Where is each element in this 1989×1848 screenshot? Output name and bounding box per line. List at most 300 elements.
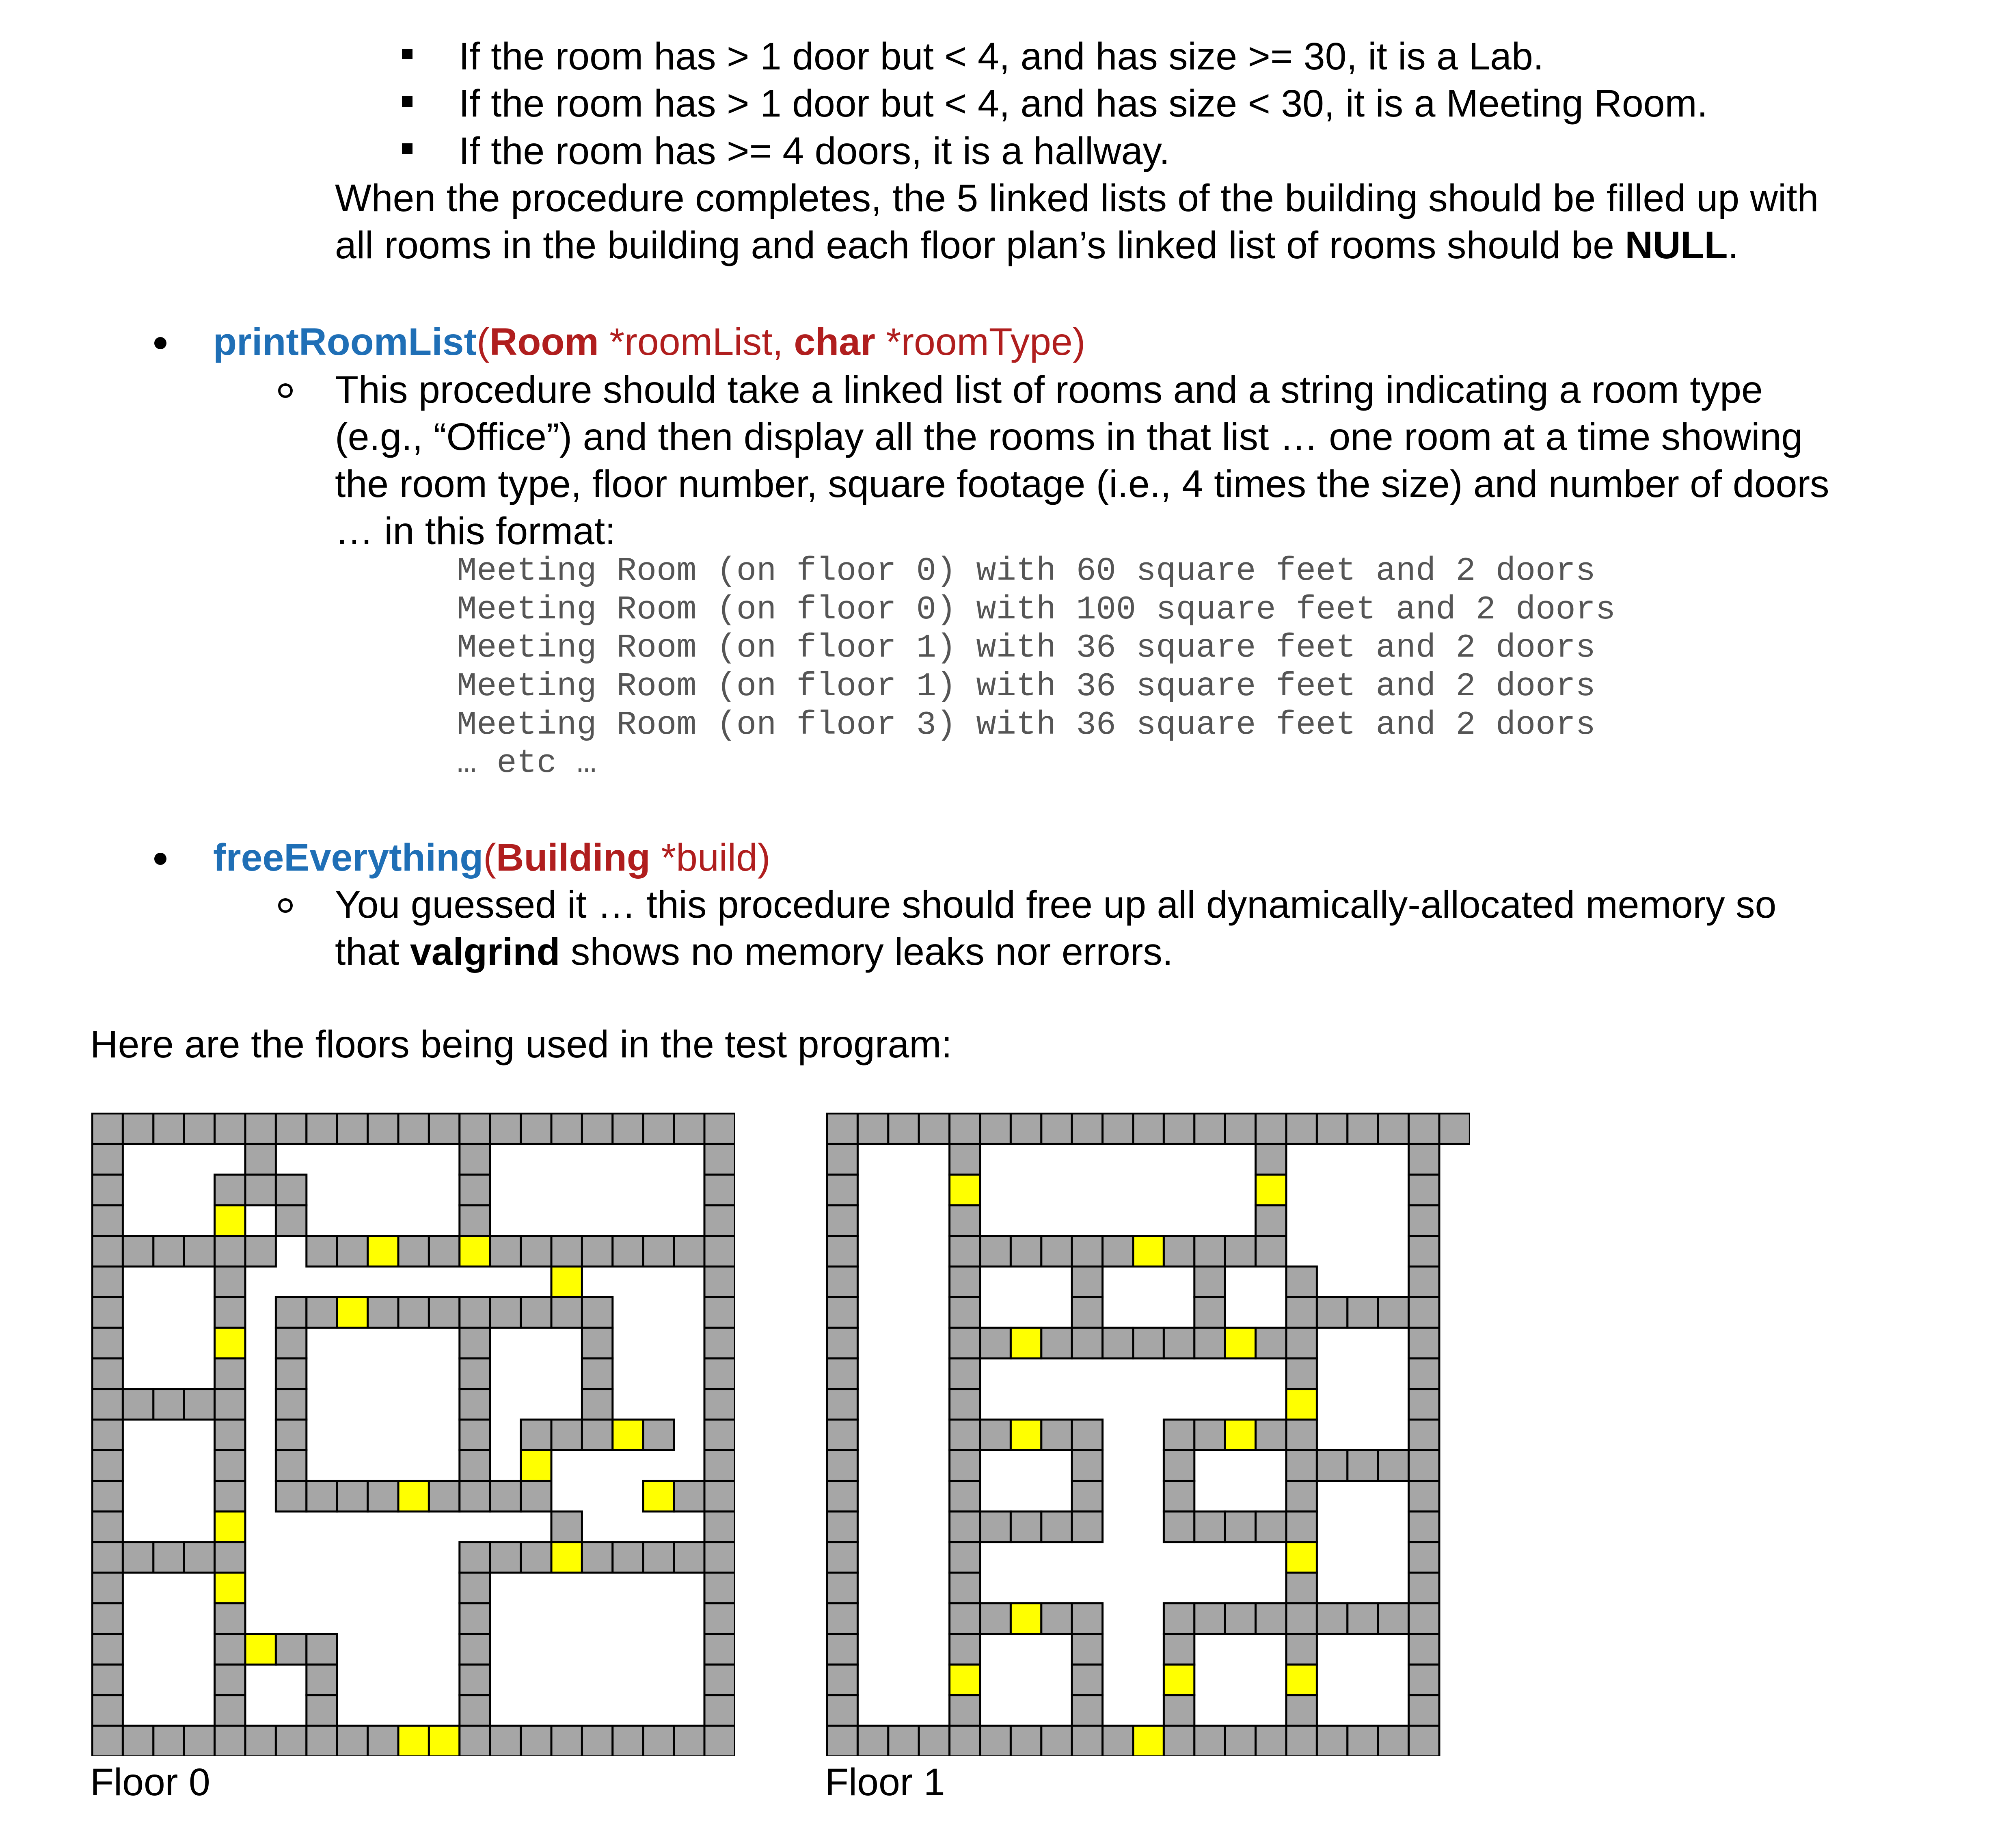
wall-cell bbox=[429, 1297, 459, 1327]
wall-cell bbox=[704, 1634, 735, 1664]
round-bullet-icon bbox=[154, 853, 166, 865]
wall-cell bbox=[1194, 1113, 1225, 1144]
wall-cell bbox=[92, 1144, 123, 1174]
wall-cell bbox=[490, 1236, 520, 1267]
wall-cell bbox=[551, 1420, 582, 1450]
wall-cell bbox=[307, 1481, 337, 1511]
wall-cell bbox=[1286, 1695, 1317, 1726]
wall-cell bbox=[704, 1267, 735, 1297]
wall-cell bbox=[950, 1144, 980, 1174]
wall-cell bbox=[827, 1603, 857, 1634]
wall-cell bbox=[460, 1205, 490, 1236]
wall-cell bbox=[276, 1328, 306, 1358]
door-cell bbox=[1286, 1389, 1317, 1420]
wall-cell bbox=[460, 1420, 490, 1450]
wall-cell bbox=[1194, 1328, 1225, 1358]
wall-cell bbox=[1286, 1573, 1317, 1603]
wall-cell bbox=[1072, 1726, 1102, 1756]
wall-cell bbox=[92, 1420, 123, 1450]
wall-cell bbox=[1409, 1297, 1439, 1327]
wall-cell bbox=[92, 1358, 123, 1389]
door-cell bbox=[950, 1664, 980, 1695]
wall-cell bbox=[827, 1481, 857, 1511]
wall-cell bbox=[1286, 1113, 1317, 1144]
wall-cell bbox=[980, 1726, 1011, 1756]
floors-intro: Here are the floors being used in the test program: bbox=[90, 1023, 952, 1066]
print-room-list-desc-3: the room type, floor number, square footage (i.e., 4 times the size) and number of doors bbox=[335, 463, 1829, 506]
wall-cell bbox=[980, 1420, 1011, 1450]
wall-cell bbox=[123, 1726, 153, 1756]
wall-cell bbox=[1072, 1695, 1102, 1726]
wall-cell bbox=[1286, 1603, 1317, 1634]
wall-cell bbox=[276, 1358, 306, 1389]
floor-0-caption: Floor 0 bbox=[90, 1761, 210, 1804]
door-cell bbox=[521, 1450, 551, 1481]
wall-cell bbox=[704, 1664, 735, 1695]
wall-cell bbox=[827, 1420, 857, 1450]
wall-cell bbox=[92, 1634, 123, 1664]
wall-cell bbox=[123, 1113, 153, 1144]
wall-cell bbox=[92, 1113, 123, 1144]
wall-cell bbox=[1409, 1511, 1439, 1542]
wall-cell bbox=[582, 1113, 612, 1144]
wall-cell bbox=[1348, 1603, 1378, 1634]
wall-cell bbox=[92, 1695, 123, 1726]
wall-cell bbox=[1164, 1113, 1194, 1144]
wall-cell bbox=[950, 1573, 980, 1603]
wall-cell bbox=[92, 1236, 123, 1267]
wall-cell bbox=[674, 1113, 704, 1144]
wall-cell bbox=[1286, 1450, 1317, 1481]
wall-cell bbox=[704, 1205, 735, 1236]
door-cell bbox=[429, 1726, 459, 1756]
wall-cell bbox=[1286, 1358, 1317, 1389]
wall-cell bbox=[1256, 1236, 1286, 1267]
wall-cell bbox=[980, 1511, 1011, 1542]
wall-cell bbox=[245, 1175, 276, 1205]
wall-cell bbox=[1409, 1634, 1439, 1664]
sample-output-line: Meeting Room (on floor 1) with 36 square feet and 2 doors bbox=[457, 668, 1596, 705]
wall-cell bbox=[307, 1236, 337, 1267]
completion-line-1: When the procedure completes, the 5 linked lists of the building should be filled up with bbox=[335, 177, 1819, 220]
wall-cell bbox=[551, 1726, 582, 1756]
wall-cell bbox=[1164, 1481, 1194, 1511]
wall-cell bbox=[1194, 1236, 1225, 1267]
wall-cell bbox=[674, 1726, 704, 1756]
wall-cell bbox=[460, 1113, 490, 1144]
wall-cell bbox=[888, 1113, 919, 1144]
wall-cell bbox=[1317, 1297, 1347, 1327]
wall-cell bbox=[92, 1389, 123, 1420]
wall-cell bbox=[1072, 1481, 1102, 1511]
wall-cell bbox=[827, 1450, 857, 1481]
wall-cell bbox=[460, 1328, 490, 1358]
door-cell bbox=[1011, 1328, 1041, 1358]
wall-cell bbox=[950, 1113, 980, 1144]
wall-cell bbox=[153, 1389, 184, 1420]
wall-cell bbox=[521, 1297, 551, 1327]
wall-cell bbox=[276, 1481, 306, 1511]
wall-cell bbox=[674, 1542, 704, 1573]
door-cell bbox=[613, 1420, 643, 1450]
wall-cell bbox=[1164, 1603, 1194, 1634]
door-cell bbox=[1286, 1542, 1317, 1573]
wall-cell bbox=[827, 1542, 857, 1573]
wall-cell bbox=[1041, 1113, 1072, 1144]
wall-cell bbox=[643, 1726, 674, 1756]
wall-cell bbox=[1072, 1603, 1102, 1634]
wall-cell bbox=[704, 1389, 735, 1420]
round-bullet-icon bbox=[154, 337, 166, 349]
wall-cell bbox=[827, 1664, 857, 1695]
print-room-list-signature: printRoomList(Room *roomList, char *roomType) bbox=[213, 320, 1086, 363]
wall-cell bbox=[92, 1542, 123, 1573]
wall-cell bbox=[1194, 1726, 1225, 1756]
door-cell bbox=[950, 1175, 980, 1205]
wall-cell bbox=[368, 1297, 398, 1327]
wall-cell bbox=[827, 1236, 857, 1267]
wall-cell bbox=[92, 1205, 123, 1236]
wall-cell bbox=[704, 1297, 735, 1327]
door-cell bbox=[551, 1267, 582, 1297]
wall-cell bbox=[1072, 1511, 1102, 1542]
wall-cell bbox=[307, 1695, 337, 1726]
wall-cell bbox=[1409, 1175, 1439, 1205]
wall-cell bbox=[1409, 1389, 1439, 1420]
wall-cell bbox=[92, 1481, 123, 1511]
wall-cell bbox=[245, 1236, 276, 1267]
wall-cell bbox=[215, 1389, 245, 1420]
wall-cell bbox=[1256, 1144, 1286, 1174]
wall-cell bbox=[1194, 1511, 1225, 1542]
wall-cell bbox=[704, 1358, 735, 1389]
wall-cell bbox=[1378, 1113, 1408, 1144]
wall-cell bbox=[337, 1481, 367, 1511]
door-cell bbox=[1225, 1328, 1255, 1358]
wall-cell bbox=[215, 1175, 245, 1205]
wall-cell bbox=[888, 1726, 919, 1756]
wall-cell bbox=[643, 1236, 674, 1267]
wall-cell bbox=[704, 1573, 735, 1603]
wall-cell bbox=[1409, 1420, 1439, 1450]
wall-cell bbox=[1409, 1542, 1439, 1573]
sample-output-line: … etc … bbox=[457, 744, 597, 782]
wall-cell bbox=[827, 1389, 857, 1420]
sample-output-line: Meeting Room (on floor 3) with 36 square feet and 2 doors bbox=[457, 706, 1596, 744]
wall-cell bbox=[582, 1542, 612, 1573]
wall-cell bbox=[1317, 1450, 1347, 1481]
wall-cell bbox=[1409, 1144, 1439, 1174]
wall-cell bbox=[613, 1542, 643, 1573]
wall-cell bbox=[460, 1664, 490, 1695]
wall-cell bbox=[1072, 1328, 1102, 1358]
wall-cell bbox=[153, 1542, 184, 1573]
wall-cell bbox=[521, 1420, 551, 1450]
wall-cell bbox=[1409, 1236, 1439, 1267]
square-bullet-icon bbox=[402, 96, 412, 107]
wall-cell bbox=[827, 1695, 857, 1726]
wall-cell bbox=[1194, 1297, 1225, 1327]
wall-cell bbox=[215, 1358, 245, 1389]
wall-cell bbox=[950, 1726, 980, 1756]
floor-0-plan bbox=[91, 1113, 735, 1756]
wall-cell bbox=[460, 1603, 490, 1634]
wall-cell bbox=[613, 1236, 643, 1267]
wall-cell bbox=[92, 1297, 123, 1327]
wall-cell bbox=[184, 1113, 214, 1144]
square-bullet-icon bbox=[402, 49, 412, 59]
wall-cell bbox=[1286, 1297, 1317, 1327]
door-cell bbox=[1133, 1236, 1164, 1267]
wall-cell bbox=[950, 1511, 980, 1542]
wall-cell bbox=[368, 1481, 398, 1511]
wall-cell bbox=[368, 1113, 398, 1144]
floor-1-caption: Floor 1 bbox=[825, 1761, 945, 1804]
wall-cell bbox=[827, 1297, 857, 1327]
wall-cell bbox=[1133, 1328, 1164, 1358]
door-cell bbox=[398, 1726, 429, 1756]
wall-cell bbox=[827, 1267, 857, 1297]
wall-cell bbox=[92, 1450, 123, 1481]
wall-cell bbox=[582, 1297, 612, 1327]
wall-cell bbox=[827, 1205, 857, 1236]
wall-cell bbox=[460, 1175, 490, 1205]
wall-cell bbox=[276, 1113, 306, 1144]
wall-cell bbox=[460, 1481, 490, 1511]
wall-cell bbox=[153, 1113, 184, 1144]
wall-cell bbox=[307, 1297, 337, 1327]
wall-cell bbox=[704, 1603, 735, 1634]
rule-meeting-room: If the room has > 1 door but < 4, and has size < 30, it is a Meeting Room. bbox=[459, 82, 1708, 125]
wall-cell bbox=[950, 1267, 980, 1297]
wall-cell bbox=[184, 1236, 214, 1267]
wall-cell bbox=[919, 1726, 949, 1756]
wall-cell bbox=[215, 1481, 245, 1511]
wall-cell bbox=[1286, 1481, 1317, 1511]
wall-cell bbox=[1164, 1634, 1194, 1664]
wall-cell bbox=[1409, 1664, 1439, 1695]
wall-cell bbox=[1041, 1236, 1072, 1267]
wall-cell bbox=[1164, 1726, 1194, 1756]
wall-cell bbox=[460, 1573, 490, 1603]
wall-cell bbox=[1225, 1511, 1255, 1542]
wall-cell bbox=[950, 1603, 980, 1634]
wall-cell bbox=[980, 1603, 1011, 1634]
wall-cell bbox=[1041, 1511, 1072, 1542]
wall-cell bbox=[1256, 1511, 1286, 1542]
wall-cell bbox=[184, 1726, 214, 1756]
wall-cell bbox=[704, 1481, 735, 1511]
sample-output-line: Meeting Room (on floor 1) with 36 square feet and 2 doors bbox=[457, 629, 1596, 667]
wall-cell bbox=[215, 1664, 245, 1695]
wall-cell bbox=[827, 1144, 857, 1174]
wall-cell bbox=[950, 1205, 980, 1236]
wall-cell bbox=[1011, 1236, 1041, 1267]
wall-cell bbox=[1072, 1450, 1102, 1481]
wall-cell bbox=[1409, 1113, 1439, 1144]
wall-cell bbox=[827, 1358, 857, 1389]
door-cell bbox=[643, 1481, 674, 1511]
print-room-list-desc-2: (e.g., “Office”) and then display all the rooms in that list … one room at a time showing bbox=[335, 415, 1803, 458]
wall-cell bbox=[307, 1113, 337, 1144]
wall-cell bbox=[460, 1358, 490, 1389]
wall-cell bbox=[827, 1113, 857, 1144]
wall-cell bbox=[1164, 1511, 1194, 1542]
wall-cell bbox=[857, 1113, 888, 1144]
wall-cell bbox=[827, 1175, 857, 1205]
wall-cell bbox=[1378, 1297, 1408, 1327]
wall-cell bbox=[337, 1726, 367, 1756]
wall-cell bbox=[827, 1573, 857, 1603]
rule-hallway: If the room has >= 4 doors, it is a hallway. bbox=[459, 130, 1170, 173]
wall-cell bbox=[1409, 1450, 1439, 1481]
wall-cell bbox=[1011, 1113, 1041, 1144]
wall-cell bbox=[704, 1175, 735, 1205]
wall-cell bbox=[857, 1726, 888, 1756]
wall-cell bbox=[1225, 1113, 1255, 1144]
wall-cell bbox=[245, 1113, 276, 1144]
wall-cell bbox=[490, 1113, 520, 1144]
wall-cell bbox=[1103, 1328, 1133, 1358]
wall-cell bbox=[1409, 1358, 1439, 1389]
wall-cell bbox=[276, 1297, 306, 1327]
wall-cell bbox=[1133, 1113, 1164, 1144]
wall-cell bbox=[460, 1726, 490, 1756]
wall-cell bbox=[1317, 1726, 1347, 1756]
wall-cell bbox=[460, 1297, 490, 1327]
wall-cell bbox=[215, 1267, 245, 1297]
wall-cell bbox=[1286, 1634, 1317, 1664]
wall-cell bbox=[919, 1113, 949, 1144]
door-cell bbox=[337, 1297, 367, 1327]
wall-cell bbox=[276, 1726, 306, 1756]
wall-cell bbox=[123, 1236, 153, 1267]
wall-cell bbox=[1317, 1603, 1347, 1634]
wall-cell bbox=[643, 1420, 674, 1450]
wall-cell bbox=[704, 1328, 735, 1358]
wall-cell bbox=[1256, 1603, 1286, 1634]
wall-cell bbox=[950, 1420, 980, 1450]
wall-cell bbox=[1256, 1420, 1286, 1450]
wall-cell bbox=[1286, 1511, 1317, 1542]
wall-cell bbox=[1286, 1267, 1317, 1297]
wall-cell bbox=[704, 1236, 735, 1267]
wall-cell bbox=[215, 1236, 245, 1267]
wall-cell bbox=[1256, 1113, 1286, 1144]
wall-cell bbox=[1103, 1113, 1133, 1144]
door-cell bbox=[1164, 1664, 1194, 1695]
wall-cell bbox=[1011, 1511, 1041, 1542]
wall-cell bbox=[215, 1420, 245, 1450]
wall-cell bbox=[1256, 1726, 1286, 1756]
wall-cell bbox=[1041, 1420, 1072, 1450]
wall-cell bbox=[215, 1297, 245, 1327]
wall-cell bbox=[827, 1634, 857, 1664]
door-cell bbox=[368, 1236, 398, 1267]
wall-cell bbox=[1041, 1328, 1072, 1358]
wall-cell bbox=[276, 1389, 306, 1420]
wall-cell bbox=[521, 1542, 551, 1573]
print-room-list-desc-1: This procedure should take a linked list of rooms and a string indicating a room type bbox=[335, 368, 1763, 411]
sample-output-line: Meeting Room (on floor 0) with 60 square feet and 2 doors bbox=[457, 552, 1596, 590]
wall-cell bbox=[1194, 1603, 1225, 1634]
wall-cell bbox=[460, 1695, 490, 1726]
wall-cell bbox=[1286, 1726, 1317, 1756]
wall-cell bbox=[582, 1389, 612, 1420]
door-cell bbox=[460, 1236, 490, 1267]
wall-cell bbox=[704, 1113, 735, 1144]
wall-cell bbox=[92, 1511, 123, 1542]
wall-cell bbox=[980, 1113, 1011, 1144]
wall-cell bbox=[460, 1450, 490, 1481]
door-cell bbox=[215, 1328, 245, 1358]
wall-cell bbox=[92, 1726, 123, 1756]
wall-cell bbox=[1348, 1297, 1378, 1327]
sample-output-line: Meeting Room (on floor 0) with 100 square feet and 2 doors bbox=[457, 591, 1616, 629]
wall-cell bbox=[1409, 1603, 1439, 1634]
rule-lab: If the room has > 1 door but < 4, and has size >= 30, it is a Lab. bbox=[459, 35, 1544, 78]
wall-cell bbox=[1317, 1113, 1347, 1144]
wall-cell bbox=[215, 1450, 245, 1481]
door-cell bbox=[1286, 1664, 1317, 1695]
wall-cell bbox=[521, 1726, 551, 1756]
wall-cell bbox=[1225, 1603, 1255, 1634]
wall-cell bbox=[429, 1481, 459, 1511]
wall-cell bbox=[215, 1113, 245, 1144]
hollow-bullet-icon bbox=[278, 383, 293, 398]
wall-cell bbox=[490, 1542, 520, 1573]
door-cell bbox=[245, 1634, 276, 1664]
free-everything-signature: freeEverything(Building *build) bbox=[213, 836, 771, 879]
wall-cell bbox=[368, 1726, 398, 1756]
wall-cell bbox=[307, 1664, 337, 1695]
wall-cell bbox=[704, 1420, 735, 1450]
wall-cell bbox=[92, 1267, 123, 1297]
wall-cell bbox=[1256, 1328, 1286, 1358]
wall-cell bbox=[460, 1634, 490, 1664]
wall-cell bbox=[1072, 1634, 1102, 1664]
wall-cell bbox=[582, 1358, 612, 1389]
wall-cell bbox=[950, 1328, 980, 1358]
wall-cell bbox=[613, 1113, 643, 1144]
wall-cell bbox=[123, 1389, 153, 1420]
wall-cell bbox=[1103, 1236, 1133, 1267]
door-cell bbox=[1225, 1420, 1255, 1450]
door-cell bbox=[215, 1511, 245, 1542]
wall-cell bbox=[460, 1144, 490, 1174]
wall-cell bbox=[950, 1481, 980, 1511]
wall-cell bbox=[1348, 1113, 1378, 1144]
wall-cell bbox=[1072, 1420, 1102, 1450]
wall-cell bbox=[827, 1726, 857, 1756]
door-cell bbox=[1011, 1420, 1041, 1450]
wall-cell bbox=[337, 1113, 367, 1144]
wall-cell bbox=[1194, 1420, 1225, 1450]
wall-cell bbox=[950, 1358, 980, 1389]
wall-cell bbox=[398, 1236, 429, 1267]
wall-cell bbox=[215, 1634, 245, 1664]
wall-cell bbox=[582, 1328, 612, 1358]
wall-cell bbox=[827, 1511, 857, 1542]
wall-cell bbox=[704, 1144, 735, 1174]
wall-cell bbox=[1072, 1297, 1102, 1327]
floor-1-plan bbox=[826, 1113, 1470, 1756]
wall-cell bbox=[704, 1542, 735, 1573]
wall-cell bbox=[153, 1726, 184, 1756]
wall-cell bbox=[1409, 1726, 1439, 1756]
wall-cell bbox=[184, 1542, 214, 1573]
wall-cell bbox=[1041, 1726, 1072, 1756]
